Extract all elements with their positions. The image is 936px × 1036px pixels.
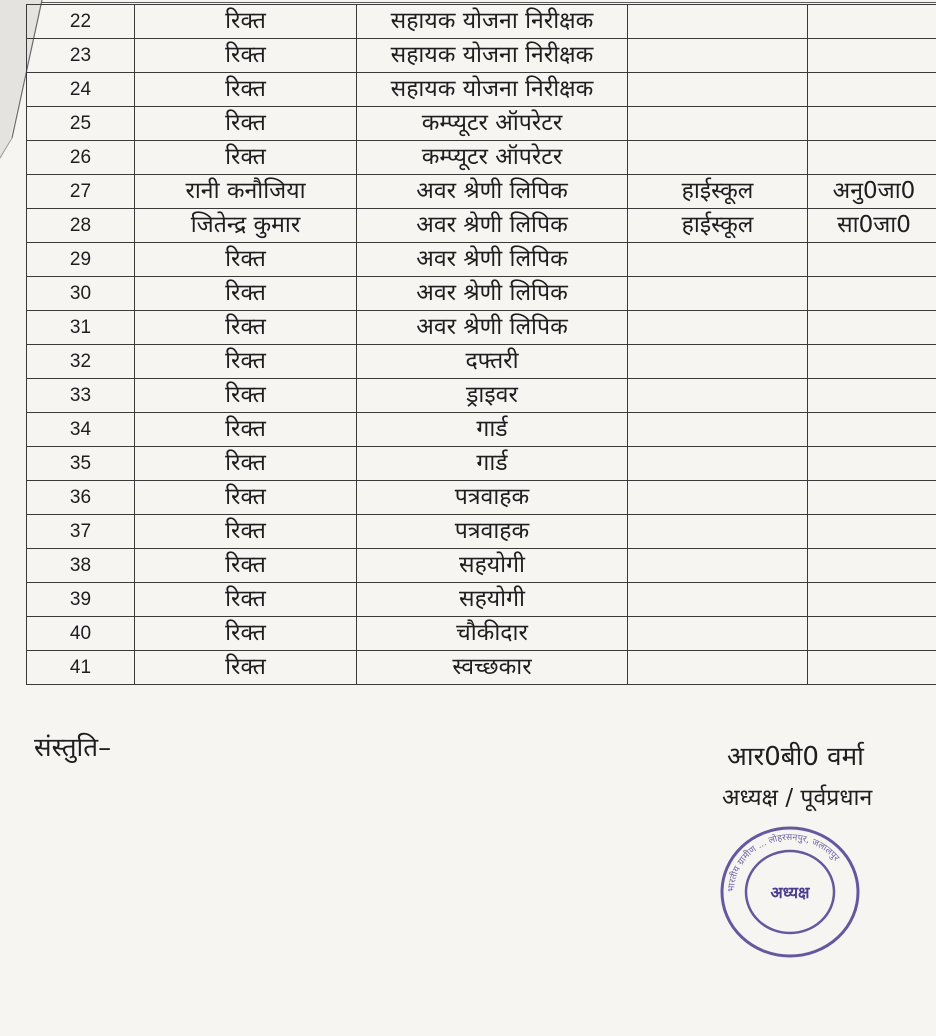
category-cell [808, 413, 936, 447]
category-cell [808, 549, 936, 583]
qualification-cell [628, 413, 808, 447]
employee-name-cell: रिक्त [135, 379, 357, 413]
table-body [27, 5, 936, 685]
post-name-cell: सहायक योजना निरीक्षक [357, 73, 628, 107]
employee-name-cell: रानी कनौजिया [135, 175, 357, 209]
employee-name-cell: रिक्त [135, 515, 357, 549]
qualification-cell [628, 651, 808, 685]
serial-number-cell: 25 [27, 107, 135, 141]
table-row [27, 583, 936, 617]
employee-name-cell: रिक्त [135, 549, 357, 583]
table-row [27, 447, 936, 481]
category-cell [808, 277, 936, 311]
top-border-line [40, 2, 936, 3]
qualification-cell [628, 583, 808, 617]
table-row [27, 311, 936, 345]
serial-number-cell: 36 [27, 481, 135, 515]
serial-number-cell: 23 [27, 39, 135, 73]
category-cell [808, 107, 936, 141]
category-cell [808, 311, 936, 345]
category-cell [808, 515, 936, 549]
qualification-cell [628, 447, 808, 481]
category-cell [808, 73, 936, 107]
post-name-cell: सहयोगी [357, 583, 628, 617]
seal-center-text: अध्यक्ष [770, 883, 810, 902]
employee-name-cell: रिक्त [135, 651, 357, 685]
table-row [27, 651, 936, 685]
table-row [27, 175, 936, 209]
serial-number-cell: 24 [27, 73, 135, 107]
employee-name-cell: रिक्त [135, 345, 357, 379]
employee-name-cell: रिक्त [135, 107, 357, 141]
category-cell [808, 651, 936, 685]
qualification-cell [628, 141, 808, 175]
serial-number-cell: 22 [27, 5, 135, 39]
qualification-cell [628, 515, 808, 549]
serial-number-cell: 38 [27, 549, 135, 583]
table-row [27, 379, 936, 413]
qualification-cell [628, 345, 808, 379]
employee-name-cell: रिक्त [135, 617, 357, 651]
post-name-cell: गार्ड [357, 413, 628, 447]
post-name-cell: सहयोगी [357, 549, 628, 583]
serial-number-cell: 29 [27, 243, 135, 277]
table-row [27, 39, 936, 73]
qualification-cell [628, 617, 808, 651]
employee-name-cell: रिक्त [135, 447, 357, 481]
category-cell [808, 583, 936, 617]
post-name-cell: अवर श्रेणी लिपिक [357, 311, 628, 345]
employee-name-cell: रिक्त [135, 141, 357, 175]
employee-name-cell: रिक्त [135, 73, 357, 107]
category-cell [808, 39, 936, 73]
employee-name-cell: जितेन्द्र कुमार [135, 209, 357, 243]
category-cell: अनु0जा0 [808, 175, 936, 209]
post-name-cell: अवर श्रेणी लिपिक [357, 175, 628, 209]
serial-number-cell: 33 [27, 379, 135, 413]
employee-name-cell: रिक्त [135, 481, 357, 515]
serial-number-cell: 34 [27, 413, 135, 447]
table-row [27, 5, 936, 39]
qualification-cell: हाईस्कूल [628, 209, 808, 243]
qualification-cell [628, 73, 808, 107]
post-name-cell: स्वच्छकार [357, 651, 628, 685]
employee-name-cell: रिक्त [135, 311, 357, 345]
serial-number-cell: 37 [27, 515, 135, 549]
serial-number-cell: 28 [27, 209, 135, 243]
post-name-cell: ड्राइवर [357, 379, 628, 413]
recommendation-label: संस्तुति– [34, 733, 112, 763]
qualification-cell [628, 5, 808, 39]
category-cell [808, 141, 936, 175]
category-cell [808, 5, 936, 39]
post-name-cell: अवर श्रेणी लिपिक [357, 243, 628, 277]
table-row [27, 209, 936, 243]
category-cell [808, 345, 936, 379]
post-name-cell: कम्प्यूटर ऑपरेटर [357, 107, 628, 141]
serial-number-cell: 26 [27, 141, 135, 175]
employee-name-cell: रिक्त [135, 583, 357, 617]
qualification-cell [628, 243, 808, 277]
table-row [27, 277, 936, 311]
qualification-cell [628, 481, 808, 515]
qualification-cell [628, 311, 808, 345]
serial-number-cell: 35 [27, 447, 135, 481]
post-name-cell: चौकीदार [357, 617, 628, 651]
post-name-cell: अवर श्रेणी लिपिक [357, 209, 628, 243]
category-cell [808, 617, 936, 651]
post-name-cell: पत्रवाहक [357, 481, 628, 515]
post-name-cell: दफ्तरी [357, 345, 628, 379]
serial-number-cell: 30 [27, 277, 135, 311]
table-row [27, 413, 936, 447]
qualification-cell [628, 107, 808, 141]
table-row [27, 481, 936, 515]
qualification-cell [628, 549, 808, 583]
official-seal-stamp [716, 822, 864, 962]
serial-number-cell: 32 [27, 345, 135, 379]
category-cell [808, 481, 936, 515]
category-cell: सा0जा0 [808, 209, 936, 243]
table-row [27, 345, 936, 379]
table-row [27, 73, 936, 107]
category-cell [808, 447, 936, 481]
serial-number-cell: 27 [27, 175, 135, 209]
table-row [27, 549, 936, 583]
category-cell [808, 379, 936, 413]
qualification-cell: हाईस्कूल [628, 175, 808, 209]
post-name-cell: गार्ड [357, 447, 628, 481]
serial-number-cell: 39 [27, 583, 135, 617]
post-name-cell: सहायक योजना निरीक्षक [357, 39, 628, 73]
employee-name-cell: रिक्त [135, 277, 357, 311]
staff-posts-table [26, 4, 936, 685]
post-name-cell: कम्प्यूटर ऑपरेटर [357, 141, 628, 175]
signatory-designation: अध्यक्ष / पूर्वप्रधान [722, 785, 873, 811]
serial-number-cell: 41 [27, 651, 135, 685]
employee-name-cell: रिक्त [135, 5, 357, 39]
category-cell [808, 243, 936, 277]
post-name-cell: सहायक योजना निरीक्षक [357, 5, 628, 39]
table-row [27, 617, 936, 651]
seal-ring-text: भारतीय ग्रामीण ... लोहरसनपुर, जलालपुर [726, 832, 841, 893]
qualification-cell [628, 39, 808, 73]
table-row [27, 515, 936, 549]
employee-name-cell: रिक्त [135, 243, 357, 277]
serial-number-cell: 31 [27, 311, 135, 345]
qualification-cell [628, 379, 808, 413]
post-name-cell: पत्रवाहक [357, 515, 628, 549]
table-row [27, 243, 936, 277]
employee-name-cell: रिक्त [135, 413, 357, 447]
employee-name-cell: रिक्त [135, 39, 357, 73]
signatory-name: आर0बी0 वर्मा [727, 742, 864, 772]
qualification-cell [628, 277, 808, 311]
serial-number-cell: 40 [27, 617, 135, 651]
table-row [27, 141, 936, 175]
post-name-cell: अवर श्रेणी लिपिक [357, 277, 628, 311]
table-row [27, 107, 936, 141]
